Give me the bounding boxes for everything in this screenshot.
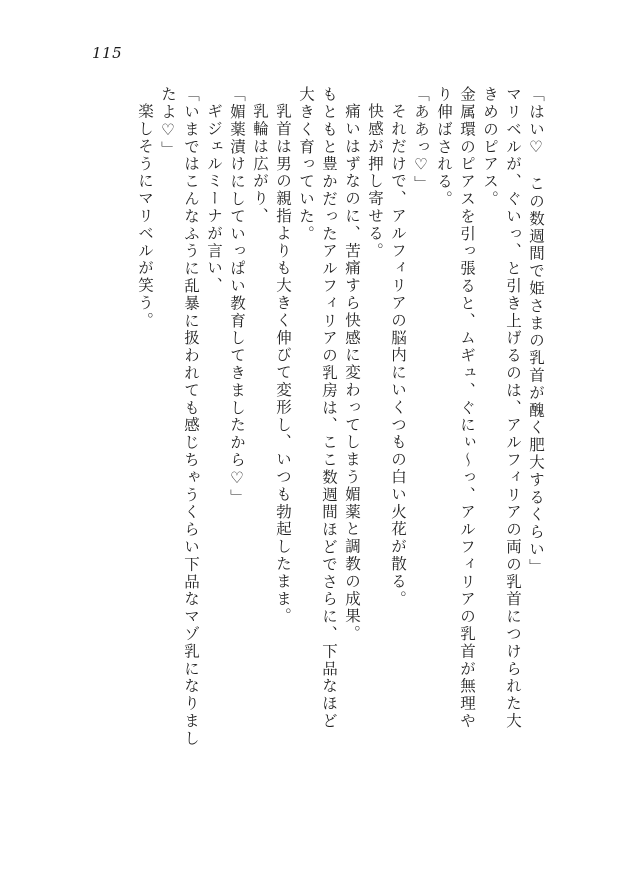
text-line: 大きく育っていた。 (297, 86, 315, 243)
text-line: 乳輪は広がり、 (251, 103, 269, 225)
text-line: きめのピアス。 (481, 86, 499, 208)
text-line: 痛いはずなのに、苦痛すら快感に変わってしまう媚薬と調教の成果。 (343, 103, 361, 643)
text-line: 「ああっ♡」 (412, 86, 430, 193)
text-line: 「はい♡ この数週間で姫さまの乳首が醜く肥大するくらい」 (527, 86, 545, 576)
text-line: もともと豊かだったアルフィリアの乳房は、ここ数週間ほどでさらに、下品なほど (320, 86, 338, 730)
text-line: 快感が押し寄せる。 (366, 103, 384, 260)
text-line: たよ♡」 (159, 86, 177, 159)
text-line: 金属環のピアスを引っ張ると、ムギュ、ぐにぃ～っ、アルフィリアの乳首が無理や (458, 86, 476, 730)
text-line: それだけで、アルフィリアの脳内にいくつもの白い火花が散る。 (389, 103, 407, 608)
text-line: 楽しそうにマリベルが笑う。 (136, 103, 154, 330)
page-number: 115 (92, 44, 123, 62)
text-line: ギジェルミーナが言い、 (205, 103, 223, 295)
vertical-text-body (73, 86, 543, 826)
text-line: り伸ばされる。 (435, 86, 453, 208)
text-line: 「媚薬漬けにしていっぱい教育してきましたから♡」 (228, 86, 246, 507)
text-line: マリベルが、ぐいっ、と引き上げるのは、アルフィリアの両の乳首につけられた大 (504, 86, 522, 730)
text-line: 「いまではこんなふうに乱暴に扱われても感じちゃうくらい下品なマゾ乳になりまし (182, 86, 200, 748)
text-line: 乳首は男の親指よりも大きく伸びて変形し、いつも勃起したまま。 (274, 103, 292, 625)
